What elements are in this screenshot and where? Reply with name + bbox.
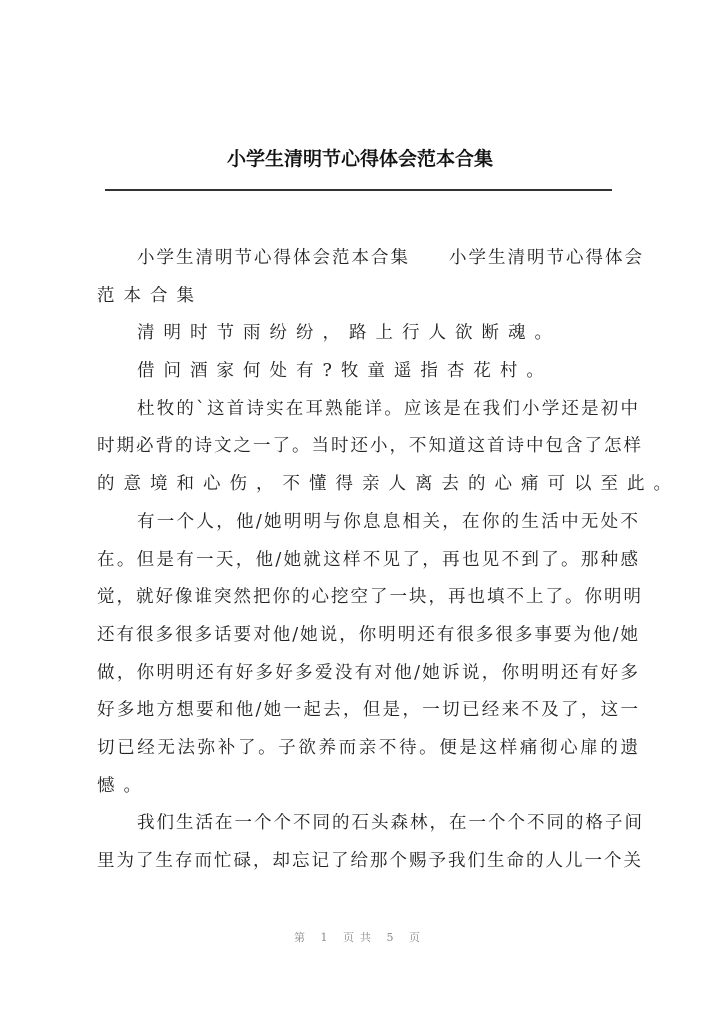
- text-line: 范本合集: [97, 285, 203, 306]
- text-line: 借问酒家何处有?牧童遥指杏花村。: [137, 361, 553, 382]
- text-line: 还有很多很多话要对他/她说，你明明还有很多很多事要为他/她: [97, 624, 640, 645]
- text-line: 我们生活在一个个不同的石头森林，在一个个不同的格子间: [137, 813, 644, 834]
- text-line: 里为了生存而忙碌，却忘记了给那个赐予我们生命的人儿一个关: [97, 851, 643, 871]
- text-line: 的意境和心伤，不懂得亲人离去的心痛可以至此。: [97, 474, 680, 495]
- text-line: 好多地方想要和他/她一起去，但是，一切已经来不及了，这一: [97, 700, 640, 721]
- text-line: 觉，就好像谁突然把你的心挖空了一块，再也填不上了。你明明: [97, 587, 643, 608]
- document-body: [97, 244, 680, 885]
- text-line: 有一个人，他/她明明与你息息相关，在你的生活中无处不: [137, 511, 640, 532]
- text-line: 时期必背的诗文之一了。当时还小，不知道这首诗中包含了怎样: [97, 436, 643, 457]
- text-line: 做，你明明还有好多好多爱没有对他/她诉说，你明明还有好多: [97, 662, 640, 683]
- text-line: 在。但是有一天，他/她就这样不见了，再也见不到了。那种感: [97, 549, 640, 570]
- text-line: 憾。: [97, 775, 150, 796]
- text-line: 小学生清明节心得体会范本合集 小学生清明节心得体会: [137, 248, 644, 268]
- page-footer: 第 1 页共 5 页: [294, 931, 426, 944]
- text-line: 切已经无法弥补了。子欲养而亲不待。便是这样痛彻心扉的遗: [97, 737, 640, 758]
- text-line: 杜牧的`这首诗实在耳熟能详。应该是在我们小学还是初中: [137, 398, 640, 419]
- document-title: 小学生清明节心得体会范本合集: [226, 148, 493, 170]
- title-divider: [105, 189, 612, 191]
- text-line: 清明时节雨纷纷，路上行人欲断魂。: [137, 323, 561, 344]
